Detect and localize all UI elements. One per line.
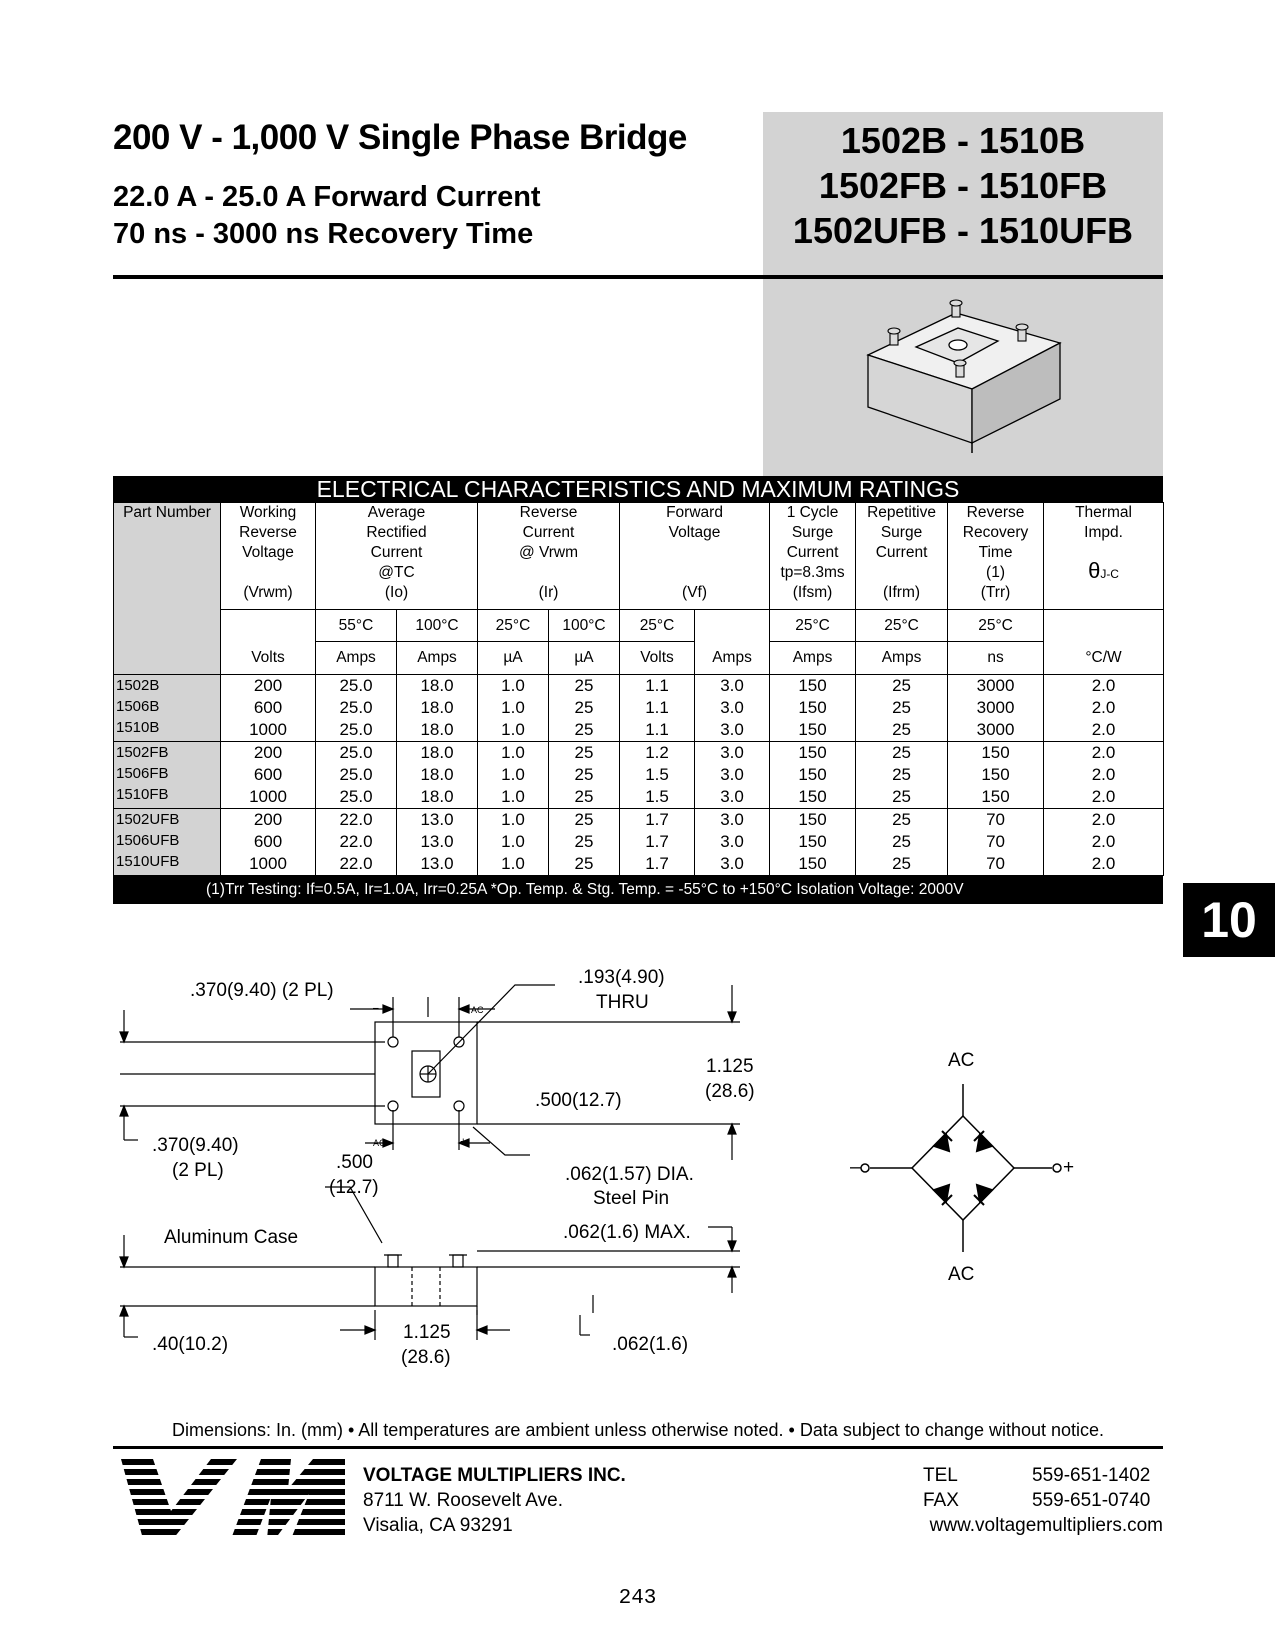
pin-ac-label: AC	[373, 1138, 386, 1148]
header-text: (Vrwm)	[243, 584, 293, 601]
cell-value: 150	[798, 743, 827, 762]
part-range-ufb: 1502UFB - 1510UFB	[792, 210, 1134, 251]
header-text: Current	[370, 544, 423, 561]
bridge-schematic	[850, 1070, 1080, 1270]
unit-cell: Volts	[620, 642, 695, 675]
dim-pin-spacing: .370(9.40) (2 PL)	[190, 980, 334, 1001]
cell-value: 1.0	[501, 765, 525, 784]
temp-cell: 25°C	[478, 610, 549, 642]
cell-value: 25	[574, 698, 594, 717]
header-text: @ Vrwm	[518, 544, 579, 561]
fax-label: FAX	[923, 1490, 959, 1511]
header-text: tp=8.3ms	[780, 564, 845, 581]
table-row	[114, 742, 1164, 809]
cell-value: 1.0	[501, 787, 525, 806]
part-number: 1510B	[116, 719, 160, 736]
dim-pin-dia: .062(1.57) DIA.	[565, 1164, 694, 1185]
value-cell	[695, 742, 770, 809]
header-text: Voltage	[242, 544, 294, 561]
company-name: VOLTAGE MULTIPLIERS INC.	[363, 1465, 626, 1486]
temp-cell: 25°C	[948, 610, 1044, 642]
dimensions-note: Dimensions: In. (mm) • All temperatures are ambient unless otherwise noted. • Data subject to change without notice.	[171, 1420, 1105, 1440]
dim-pin-height: .062(1.6)	[612, 1334, 689, 1355]
cell-value: 2.0	[1091, 765, 1116, 784]
cell-value: 3000	[976, 698, 1015, 717]
header-text: Surge	[880, 524, 923, 541]
cell-value: 18.0	[420, 676, 454, 695]
unit-cell: Amps	[770, 642, 856, 675]
header-text: (Ir)	[538, 584, 559, 601]
cell-value: 2.0	[1091, 743, 1116, 762]
part-number-cell	[114, 675, 221, 742]
cell-value: 1.0	[501, 743, 525, 762]
cell-value: 150	[798, 832, 827, 851]
cell-value: 2.0	[1091, 832, 1116, 851]
unit-cell: Amps	[316, 642, 397, 675]
part-number-cell	[114, 742, 221, 809]
dim-height: .40(10.2)	[152, 1334, 229, 1355]
cell-value: 2.0	[1091, 676, 1116, 695]
cell-value: 18.0	[420, 720, 454, 739]
cell-value: 200	[253, 743, 283, 762]
dim-pin-spacing-left-pl: (2 PL)	[172, 1160, 224, 1181]
part-number: 1510UFB	[116, 853, 180, 870]
cell-value: 1.7	[645, 832, 669, 851]
header-text: (1)	[986, 564, 1005, 581]
cell-value: 2.0	[1091, 854, 1116, 873]
ratings-table	[113, 502, 1164, 876]
cell-value: 1.0	[501, 854, 525, 873]
company-address2: Visalia, CA 93291	[363, 1515, 513, 1536]
dim-hole-thru: THRU	[596, 992, 649, 1013]
cell-value: 25	[574, 810, 594, 829]
cell-value: 1.7	[645, 854, 669, 873]
value-cell	[397, 675, 478, 742]
table-banner: ELECTRICAL CHARACTERISTICS AND MAXIMUM RATINGS	[113, 476, 1163, 502]
value-cell	[1044, 809, 1164, 876]
value-cell	[397, 742, 478, 809]
cell-value: 25	[892, 810, 911, 829]
cell-value: 150	[798, 765, 827, 784]
part-number: 1506FB	[116, 765, 169, 782]
value-cell	[620, 809, 695, 876]
header-trr	[948, 503, 1044, 610]
theta-subscript: J-C	[1100, 567, 1119, 581]
dim-max: .062(1.6) MAX.	[563, 1222, 691, 1243]
cell-value: 25.0	[339, 765, 373, 784]
value-cell	[478, 809, 549, 876]
part-number: 1506UFB	[116, 832, 180, 849]
value-cell	[770, 809, 856, 876]
header-vrwm	[221, 503, 316, 610]
part-range-fb: 1502FB - 1510FB	[818, 165, 1108, 206]
value-cell	[221, 675, 316, 742]
header-thermal	[1044, 503, 1164, 610]
dim-pin-pitch-mm: (12.7)	[329, 1177, 379, 1198]
value-cell	[397, 809, 478, 876]
cell-value: 25	[574, 676, 594, 695]
cell-value: 25	[892, 676, 911, 695]
cell-value: 1000	[249, 720, 287, 739]
theta-symbol: θ	[1088, 558, 1101, 583]
unit-cell: °C/W	[1044, 642, 1164, 675]
cell-value: 1.1	[645, 720, 669, 739]
temp-cell: 100°C	[549, 610, 620, 642]
cell-value: 1.1	[645, 676, 669, 695]
cell-value: 150	[981, 787, 1010, 806]
cell-value: 150	[798, 698, 827, 717]
cell-value: 13.0	[420, 810, 454, 829]
cell-value: 22.0	[339, 854, 373, 873]
cell-value: 2.0	[1091, 810, 1116, 829]
cell-value: 2.0	[1091, 787, 1116, 806]
value-cell	[948, 809, 1044, 876]
header-text: Voltage	[668, 524, 721, 541]
schematic-neg: –	[850, 1157, 861, 1178]
cell-value: 13.0	[420, 854, 454, 873]
cell-value: 25	[892, 854, 911, 873]
cell-value: 150	[798, 810, 827, 829]
cell-value: 1.0	[501, 810, 525, 829]
cell-value: 25	[892, 698, 911, 717]
value-cell	[549, 742, 620, 809]
cell-value: 18.0	[420, 743, 454, 762]
cell-value: 1.1	[645, 698, 669, 717]
value-cell	[549, 675, 620, 742]
cell-value: 600	[253, 832, 283, 851]
value-cell	[770, 742, 856, 809]
table-row	[114, 675, 1164, 742]
cell-value: 3.0	[720, 743, 744, 762]
header-rule	[113, 275, 763, 279]
cell-value: 150	[798, 720, 827, 739]
unit-cell: Amps	[856, 642, 948, 675]
cell-value: 25	[574, 832, 594, 851]
subtitle-recovery: 70 ns - 3000 ns Recovery Time	[113, 218, 534, 250]
cell-value: 3.0	[720, 698, 744, 717]
pin-neg-label: –	[373, 1003, 379, 1014]
cell-value: 25.0	[339, 743, 373, 762]
header-ir	[478, 503, 620, 610]
fax-number: 559-651-0740	[1032, 1490, 1151, 1511]
header-text: (Ifrm)	[883, 584, 921, 601]
header-text: Rectified	[366, 524, 427, 541]
unit-cell: Amps	[695, 642, 770, 675]
value-cell	[1044, 675, 1164, 742]
dim-width-mm: (28.6)	[705, 1081, 755, 1102]
header-io	[316, 503, 478, 610]
cell-value: 3.0	[720, 676, 744, 695]
aluminum-case-label: Aluminum Case	[164, 1227, 299, 1248]
cell-value: 70	[986, 854, 1005, 873]
dim-length: 1.125	[403, 1322, 451, 1343]
part-number: 1510FB	[116, 786, 169, 803]
header-text: Recovery	[962, 524, 1029, 541]
cell-value: 1.5	[645, 765, 669, 784]
cell-value: 1.0	[501, 832, 525, 851]
temp-cell: 55°C	[316, 610, 397, 642]
header-text: Reverse	[239, 524, 297, 541]
value-cell	[695, 809, 770, 876]
cell-value: 25.0	[339, 720, 373, 739]
header-text: Repetitive	[867, 504, 936, 521]
header-text: (Io)	[384, 584, 409, 601]
unit-cell: µA	[549, 642, 620, 675]
cell-value: 600	[253, 698, 283, 717]
header-text: @TC	[378, 564, 415, 581]
cell-value: 25	[892, 743, 911, 762]
cell-value: 150	[798, 854, 827, 873]
cell-value: 150	[798, 676, 827, 695]
dim-center: .500(12.7)	[535, 1090, 622, 1111]
unit-cell: µA	[478, 642, 549, 675]
cell-value: 3000	[976, 720, 1015, 739]
schematic-ac-top: AC	[948, 1050, 975, 1071]
value-cell	[316, 675, 397, 742]
part-number: 1502UFB	[116, 811, 180, 828]
header-text: Thermal	[1075, 504, 1132, 521]
page-title: 200 V - 1,000 V Single Phase Bridge	[113, 118, 687, 157]
subtitle-current: 22.0 A - 25.0 A Forward Current	[113, 181, 541, 213]
value-cell	[478, 675, 549, 742]
header-text: Time	[978, 544, 1013, 561]
dim-pin-pitch: .500	[336, 1152, 373, 1173]
steel-pin-label: Steel Pin	[593, 1188, 670, 1209]
cell-value: 18.0	[420, 787, 454, 806]
pin-ac-label: AC	[471, 1005, 484, 1015]
value-cell	[948, 675, 1044, 742]
value-cell	[221, 742, 316, 809]
pin-pos-label: +	[460, 1136, 467, 1148]
header-text: Current	[875, 544, 928, 561]
cell-value: 3.0	[720, 832, 744, 851]
temp-cell: 100°C	[397, 610, 478, 642]
cell-value: 70	[986, 832, 1005, 851]
cell-value: 18.0	[420, 698, 454, 717]
cell-value: 3.0	[720, 810, 744, 829]
cell-value: 25	[574, 720, 594, 739]
header-text: Working	[239, 504, 297, 521]
part-number: 1502FB	[116, 744, 169, 761]
value-cell	[856, 809, 948, 876]
page-number: 243	[618, 1587, 657, 1610]
cell-value: 25	[892, 787, 911, 806]
schematic-pos: +	[1063, 1157, 1075, 1178]
tel-number: 559-651-1402	[1032, 1465, 1151, 1486]
dim-pin-spacing-left: .370(9.40)	[152, 1135, 239, 1156]
dim-hole: .193(4.90)	[578, 967, 665, 988]
header-text: (Ifsm)	[792, 584, 833, 601]
value-cell	[856, 742, 948, 809]
value-cell	[695, 675, 770, 742]
header-text: (Vf)	[682, 584, 707, 601]
header-part-number: Part Number	[114, 503, 221, 675]
part-number-cell	[114, 809, 221, 876]
cell-value: 200	[253, 676, 283, 695]
electrical-table	[113, 476, 1163, 904]
table-row	[114, 809, 1164, 876]
cell-value: 25	[574, 854, 594, 873]
cell-value: 25	[892, 832, 911, 851]
cell-value: 22.0	[339, 810, 373, 829]
cell-value: 1.5	[645, 787, 669, 806]
header-ifrm	[856, 503, 948, 610]
cell-value: 70	[986, 810, 1005, 829]
dim-width: 1.125	[706, 1056, 754, 1077]
cell-value: 18.0	[420, 765, 454, 784]
header-text: Reverse	[519, 504, 578, 521]
temp-cell: 25°C	[770, 610, 856, 642]
value-cell	[316, 742, 397, 809]
header-text: Surge	[791, 524, 834, 541]
cell-value: 2.0	[1091, 720, 1116, 739]
header-ifsm	[770, 503, 856, 610]
cell-value: 150	[798, 787, 827, 806]
cell-value: 200	[253, 810, 283, 829]
company-address1: 8711 W. Roosevelt Ave.	[363, 1490, 563, 1511]
header-text: Forward	[666, 504, 723, 521]
cell-value: 25.0	[339, 787, 373, 806]
cell-value: 3.0	[720, 854, 744, 873]
unit-cell: Amps	[397, 642, 478, 675]
value-cell	[549, 809, 620, 876]
cell-value: 2.0	[1091, 698, 1116, 717]
cell-value: 25	[892, 765, 911, 784]
value-cell	[620, 742, 695, 809]
unit-cell: Volts	[221, 642, 316, 675]
cell-value: 3.0	[720, 720, 744, 739]
schematic-ac-bottom: AC	[948, 1264, 975, 1285]
cell-value: 3.0	[720, 765, 744, 784]
value-cell	[770, 675, 856, 742]
section-tab: 10	[1183, 883, 1275, 957]
part-number: 1502B	[116, 677, 160, 694]
tel-label: TEL	[923, 1465, 958, 1486]
part-number: 1506B	[116, 698, 160, 715]
cell-value: 25.0	[339, 676, 373, 695]
header-text: 1 Cycle	[786, 504, 839, 521]
cell-value: 3.0	[720, 787, 744, 806]
cell-value: 25	[574, 765, 594, 784]
cell-value: 600	[253, 765, 283, 784]
cell-value: 3000	[976, 676, 1015, 695]
header-vf	[620, 503, 770, 610]
header-text: Impd.	[1084, 524, 1123, 541]
cell-value: 1000	[249, 854, 287, 873]
vmi-logo-graphic	[113, 1459, 345, 1539]
panel-rule	[763, 275, 1163, 279]
cell-value: 150	[981, 765, 1010, 784]
footer-rule	[113, 1446, 1163, 1449]
table-footnote: (1)Trr Testing: If=0.5A, Ir=1.0A, Irr=0.25A *Op. Temp. & Stg. Temp. = -55°C to +150°C Isolation Voltage: 2000V	[113, 876, 1163, 904]
package-illustration	[860, 295, 1070, 460]
cell-value: 1000	[249, 787, 287, 806]
unit-cell: ns	[948, 642, 1044, 675]
header-text: Current	[522, 524, 575, 541]
value-cell	[478, 742, 549, 809]
header-text: (Trr)	[980, 584, 1011, 601]
value-cell	[620, 675, 695, 742]
cell-value: 150	[981, 743, 1010, 762]
value-cell	[856, 675, 948, 742]
cell-value: 25	[574, 743, 594, 762]
header-text: Current	[786, 544, 839, 561]
cell-value: 1.0	[501, 698, 525, 717]
value-cell	[948, 742, 1044, 809]
website-link[interactable]: www.voltagemultipliers.com	[929, 1515, 1163, 1536]
value-cell	[316, 809, 397, 876]
value-cell	[1044, 742, 1164, 809]
cell-value: 25	[892, 720, 911, 739]
value-cell	[221, 809, 316, 876]
cell-value: 25	[574, 787, 594, 806]
cell-value: 25.0	[339, 698, 373, 717]
dim-length-mm: (28.6)	[401, 1347, 451, 1368]
vmi-logo	[113, 1459, 345, 1539]
cell-value: 22.0	[339, 832, 373, 851]
cell-value: 1.7	[645, 810, 669, 829]
part-range-b: 1502B - 1510B	[840, 120, 1086, 161]
cell-value: 13.0	[420, 832, 454, 851]
temp-cell: 25°C	[620, 610, 695, 642]
temp-cell: 25°C	[856, 610, 948, 642]
header-text: Average	[367, 504, 426, 521]
cell-value: 1.0	[501, 720, 525, 739]
cell-value: 1.2	[645, 743, 669, 762]
cell-value: 1.0	[501, 676, 525, 695]
header-text: Reverse	[966, 504, 1025, 521]
